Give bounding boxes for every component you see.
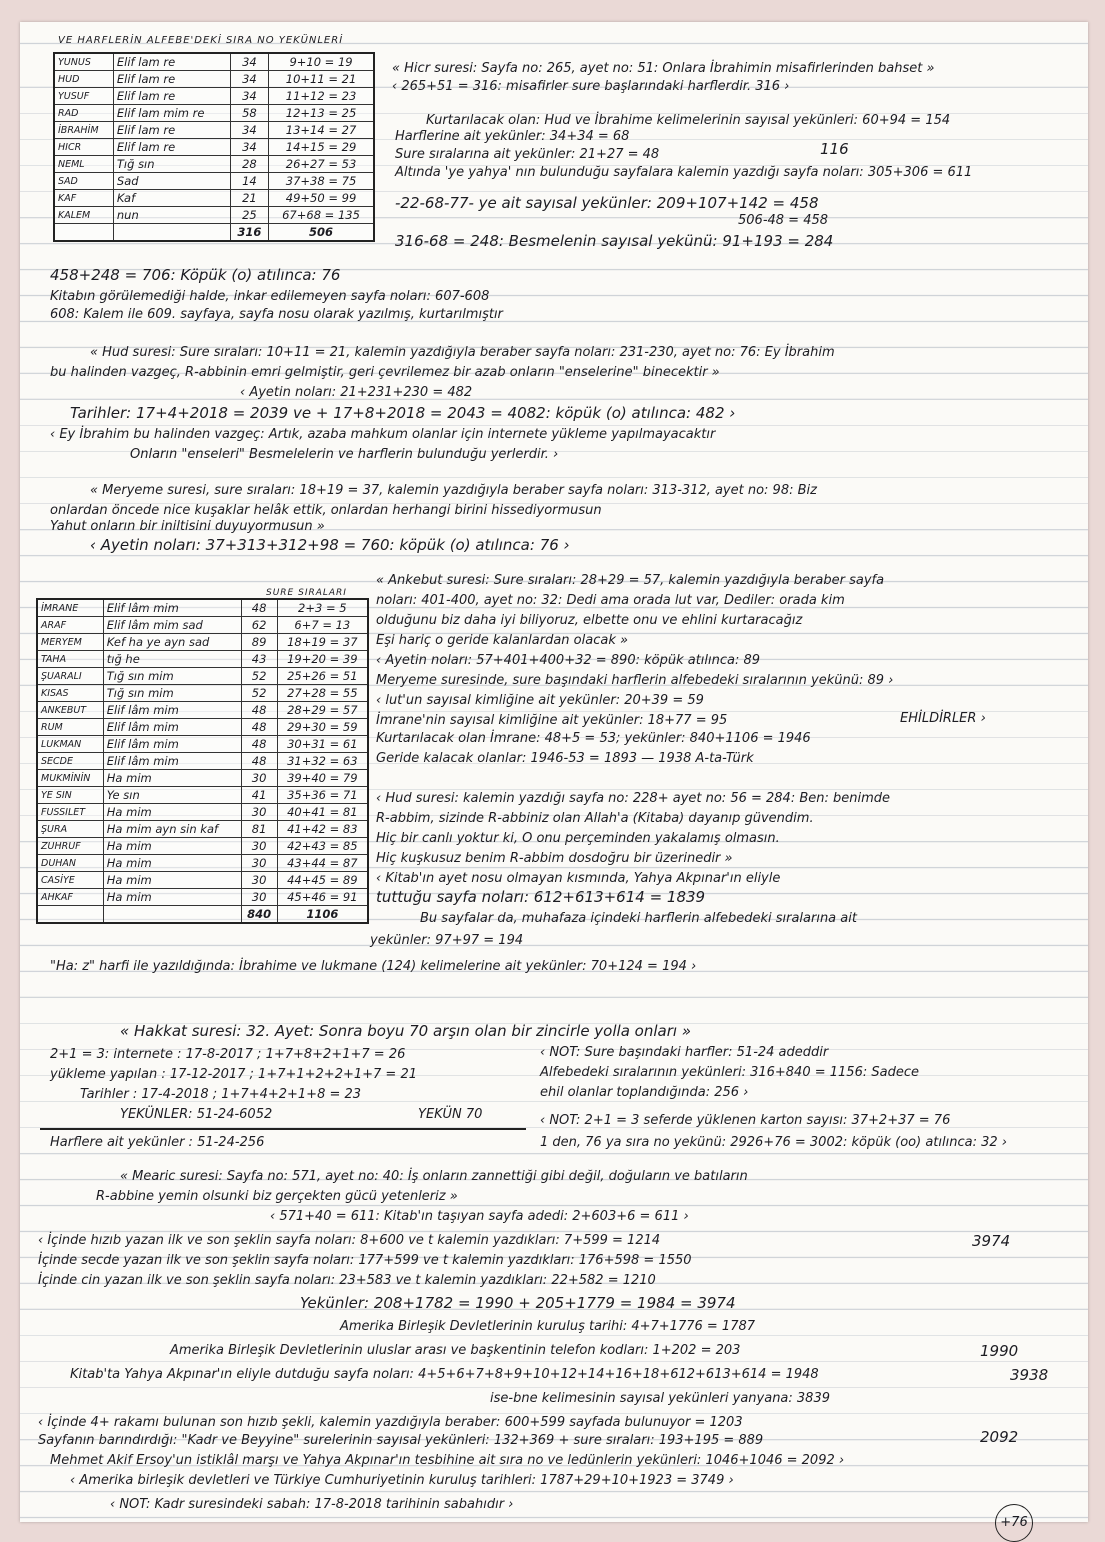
text-line: onlardan öncede nice kuşaklar helâk ettik, onlardan herhangi birini hissediyormusun bbox=[50, 503, 602, 518]
table-row bbox=[37, 736, 368, 753]
letter-sum-cell: 89 bbox=[241, 634, 277, 651]
table-row bbox=[37, 821, 368, 838]
sure-name-cell: FUSSILET bbox=[37, 804, 103, 821]
letter-sum-cell: 30 bbox=[241, 855, 277, 872]
text-line: Tarihler : 17-4-2018 ; 1+7+4+2+1+8 = 23 bbox=[80, 1087, 362, 1102]
sure-name-cell: SAD bbox=[54, 173, 113, 190]
order-sum-cell: 2+3 = 5 bbox=[277, 599, 368, 617]
letters-cell: Elif lam re bbox=[113, 139, 230, 156]
table-row bbox=[54, 53, 374, 71]
total-order-cell: 506 bbox=[269, 224, 374, 242]
table-row bbox=[54, 105, 374, 122]
order-sum-cell: 11+12 = 23 bbox=[269, 88, 374, 105]
text-line: Eşi hariç o geride kalanlardan olacak » bbox=[376, 633, 629, 648]
table-row bbox=[37, 787, 368, 804]
letter-sum-cell: 48 bbox=[241, 719, 277, 736]
letter-sum-cell: 62 bbox=[241, 617, 277, 634]
order-sum-cell: 12+13 = 25 bbox=[269, 105, 374, 122]
text-line: İçinde secde yazan ilk ve son şeklin sayfa noları: 177+599 ve t kalemin yazdıkları: 176+598 = 1550 bbox=[38, 1253, 692, 1268]
letter-sum-cell: 30 bbox=[241, 838, 277, 855]
letters-table-2 bbox=[36, 598, 369, 924]
order-sum-cell: 29+30 = 59 bbox=[277, 719, 368, 736]
letters-cell: Ha mim bbox=[103, 770, 241, 787]
text-line: Amerika Birleşik Devletlerinin kuruluş tarihi: 4+7+1776 = 1787 bbox=[340, 1319, 756, 1334]
table-row bbox=[54, 88, 374, 105]
text-line: « Hud suresi: Sure sıraları: 10+11 = 21, kalemin yazdığıyla beraber sayfa noları: 231-230, ayet no: 76: Ey İbrahim bbox=[90, 345, 835, 360]
order-sum-cell: 41+42 = 83 bbox=[277, 821, 368, 838]
letters-cell: Elif lâm mim sad bbox=[103, 617, 241, 634]
total-letters-cell: 316 bbox=[230, 224, 268, 242]
text-line: 3938 bbox=[1010, 1366, 1049, 1384]
sure-name-cell: MUKMİNİN bbox=[37, 770, 103, 787]
text-line: ise-bne kelimesinin sayısal yekünleri yanyana: 3839 bbox=[490, 1391, 830, 1406]
table-row bbox=[54, 156, 374, 173]
text-line: 2092 bbox=[980, 1428, 1019, 1446]
letter-sum-cell: 52 bbox=[241, 668, 277, 685]
text-line: ‹ NOT: 2+1 = 3 seferde yüklenen karton sayısı: 37+2+37 = 76 bbox=[540, 1113, 951, 1128]
letters-cell: Ha mim bbox=[103, 872, 241, 889]
total-letters-cell: 840 bbox=[241, 906, 277, 924]
empty-cell bbox=[103, 906, 241, 924]
letter-sum-cell: 34 bbox=[230, 122, 268, 139]
sure-name-cell: ARAF bbox=[37, 617, 103, 634]
sure-name-cell: HICR bbox=[54, 139, 113, 156]
sure-name-cell: TAHA bbox=[37, 651, 103, 668]
sure-name-cell: İMRANE bbox=[37, 599, 103, 617]
text-line: Harflere ait yekünler : 51-24-256 bbox=[50, 1135, 265, 1150]
table-row bbox=[37, 770, 368, 787]
order-sum-cell: 44+45 = 89 bbox=[277, 872, 368, 889]
sure-name-cell: YUNUS bbox=[54, 53, 113, 71]
letter-sum-cell: 30 bbox=[241, 889, 277, 906]
text-line: ‹ Kitab'ın ayet nosu olmayan kısmında, Yahya Akpınar'ın eliyle bbox=[376, 871, 781, 886]
sure-name-cell: ŞUARALI bbox=[37, 668, 103, 685]
order-sum-cell: 26+27 = 53 bbox=[269, 156, 374, 173]
letters-cell: nun bbox=[113, 207, 230, 224]
letter-sum-cell: 28 bbox=[230, 156, 268, 173]
sure-name-cell: İBRAHİM bbox=[54, 122, 113, 139]
text-line: Amerika Birleşik Devletlerinin uluslar arası ve başkentinin telefon kodları: 1+202 = 203 bbox=[170, 1343, 741, 1358]
letter-sum-cell: 43 bbox=[241, 651, 277, 668]
table-row bbox=[37, 753, 368, 770]
table-row bbox=[37, 685, 368, 702]
text-line: İçinde cin yazan ilk ve son şeklin sayfa noları: 23+583 ve t kalemin yazdıkları: 22+582 = 1210 bbox=[38, 1273, 656, 1288]
text-line: ‹ Ayetin noları: 37+313+312+98 = 760: köpük (o) atılınca: 76 › bbox=[90, 536, 570, 554]
table-row bbox=[54, 173, 374, 190]
order-sum-cell: 30+31 = 61 bbox=[277, 736, 368, 753]
text-line: İmrane'nin sayısal kimliğine ait yekünler: 18+77 = 95 bbox=[376, 713, 728, 728]
order-sum-cell: 19+20 = 39 bbox=[277, 651, 368, 668]
total-row bbox=[54, 224, 374, 242]
sure-name-cell: SECDE bbox=[37, 753, 103, 770]
text-line: ‹ Ayetin noları: 57+401+400+32 = 890: köpük atılınca: 89 bbox=[376, 653, 761, 668]
table-row bbox=[54, 71, 374, 88]
sure-name-cell: RAD bbox=[54, 105, 113, 122]
text-line: « Meryeme suresi, sure sıraları: 18+19 = 37, kalemin yazdığıyla beraber sayfa noları: 313-312, ayet no: 98: Biz bbox=[90, 483, 817, 498]
text-line: ‹ Amerika birleşik devletleri ve Türkiye Cumhuriyetinin kuruluş tarihleri: 1787+29+10+1923 = 3749 › bbox=[70, 1473, 734, 1488]
text-line: ‹ 265+51 = 316: misafirler sure başlarındaki harflerdir. 316 › bbox=[392, 79, 790, 94]
text-line: 458+248 = 706: Köpük (o) atılınca: 76 bbox=[50, 266, 341, 284]
order-sum-cell: 40+41 = 81 bbox=[277, 804, 368, 821]
total-order-cell: 1106 bbox=[277, 906, 368, 924]
text-line: Geride kalacak olanlar: 1946-53 = 1893 — 1938 A-ta-Türk bbox=[376, 751, 754, 766]
letters-cell: Ha mim bbox=[103, 838, 241, 855]
letters-cell: Kaf bbox=[113, 190, 230, 207]
text-line: ‹ lut'un sayısal kimliğine ait yekünler: 20+39 = 59 bbox=[376, 693, 704, 708]
letters-cell: tığ he bbox=[103, 651, 241, 668]
text-line: ehil olanlar toplandığında: 256 › bbox=[540, 1085, 749, 1100]
letters-cell: Ha mim bbox=[103, 855, 241, 872]
letter-sum-cell: 25 bbox=[230, 207, 268, 224]
sure-name-cell: RUM bbox=[37, 719, 103, 736]
text-line: yükleme yapılan : 17-12-2017 ; 1+7+1+2+2+1+7 = 21 bbox=[50, 1067, 417, 1082]
letters-cell: Elif lam re bbox=[113, 71, 230, 88]
empty-cell bbox=[37, 906, 103, 924]
table-row bbox=[37, 804, 368, 821]
order-sum-cell: 31+32 = 63 bbox=[277, 753, 368, 770]
letter-sum-cell: 81 bbox=[241, 821, 277, 838]
sure-name-cell: YE SIN bbox=[37, 787, 103, 804]
text-line: R-abbine yemin olsunki biz gerçekten gücü yetenleriz » bbox=[96, 1189, 458, 1204]
table-row bbox=[54, 122, 374, 139]
text-line: « Hakkat suresi: 32. Ayet: Sonra boyu 70 arşın olan bir zincirle yolla onları » bbox=[120, 1022, 692, 1040]
text-line: Meryeme suresinde, sure başındaki harflerin alfebedeki sıralarının yekünü: 89 › bbox=[376, 673, 894, 688]
page-number: +76 bbox=[995, 1504, 1033, 1542]
letter-sum-cell: 41 bbox=[241, 787, 277, 804]
order-sum-cell: 27+28 = 55 bbox=[277, 685, 368, 702]
order-sum-cell: 49+50 = 99 bbox=[269, 190, 374, 207]
sure-name-cell: KAF bbox=[54, 190, 113, 207]
order-sum-cell: 67+68 = 135 bbox=[269, 207, 374, 224]
hakkat-divider bbox=[40, 1128, 526, 1130]
letter-sum-cell: 34 bbox=[230, 71, 268, 88]
table2-caption: SURE SIRALARI bbox=[266, 588, 347, 598]
text-line: ‹ Ayetin noları: 21+231+230 = 482 bbox=[240, 385, 473, 400]
letters-cell: Elif lam mim re bbox=[113, 105, 230, 122]
text-line: ‹ NOT: Kadr suresindeki sabah: 17-8-2018 tarihinin sabahıdır › bbox=[110, 1497, 514, 1512]
table-row bbox=[54, 207, 374, 224]
sure-name-cell: CASİYE bbox=[37, 872, 103, 889]
sure-name-cell: HUD bbox=[54, 71, 113, 88]
text-line: Kurtarılacak olan İmrane: 48+5 = 53; yekünler: 840+1106 = 1946 bbox=[376, 731, 811, 746]
order-sum-cell: 35+36 = 71 bbox=[277, 787, 368, 804]
text-line: 2+1 = 3: internete : 17-8-2017 ; 1+7+8+2+1+7 = 26 bbox=[50, 1047, 406, 1062]
text-line: ‹ Hud suresi: kalemin yazdığı sayfa no: 228+ ayet no: 56 = 284: Ben: benimde bbox=[376, 791, 891, 806]
text-line: ‹ Ey İbrahim bu halinden vazgeç: Artık, azaba mahkum olanlar için internete yükleme yapılmayacaktır bbox=[50, 427, 716, 442]
letter-sum-cell: 30 bbox=[241, 770, 277, 787]
sure-name-cell: ŞURA bbox=[37, 821, 103, 838]
letter-sum-cell: 48 bbox=[241, 599, 277, 617]
order-sum-cell: 14+15 = 29 bbox=[269, 139, 374, 156]
text-line: 1990 bbox=[980, 1342, 1019, 1360]
letters-cell: Ha mim ayn sin kaf bbox=[103, 821, 241, 838]
letter-sum-cell: 21 bbox=[230, 190, 268, 207]
text-line: 316-68 = 248: Besmelenin sayısal yekünü: 91+193 = 284 bbox=[395, 232, 834, 250]
text-line: Hiç bir canlı yoktur ki, O onu perçeminden yakalamış olmasın. bbox=[376, 831, 780, 846]
text-line: « Hicr suresi: Sayfa no: 265, ayet no: 51: Onlara İbrahimin misafirlerinden bahset » bbox=[392, 61, 935, 76]
text-line: ‹ NOT: Sure başındaki harfler: 51-24 adeddir bbox=[540, 1045, 829, 1060]
table-row bbox=[37, 702, 368, 719]
table-row bbox=[37, 719, 368, 736]
sure-name-cell: YUSUF bbox=[54, 88, 113, 105]
sure-name-cell: KISAS bbox=[37, 685, 103, 702]
text-line: « Ankebut suresi: Sure sıraları: 28+29 = 57, kalemin yazdığıyla beraber sayfa bbox=[376, 573, 885, 588]
order-sum-cell: 18+19 = 37 bbox=[277, 634, 368, 651]
table-row bbox=[37, 889, 368, 906]
order-sum-cell: 6+7 = 13 bbox=[277, 617, 368, 634]
text-line: tuttuğu sayfa noları: 612+613+614 = 1839 bbox=[376, 888, 706, 906]
text-line: Kitab'ta Yahya Akpınar'ın eliyle dutduğu sayfa noları: 4+5+6+7+8+9+10+12+14+16+18+612+613+614 = 1948 bbox=[70, 1367, 819, 1382]
letters-cell: Kef ha ye ayn sad bbox=[103, 634, 241, 651]
letter-sum-cell: 52 bbox=[241, 685, 277, 702]
sure-name-cell: AHKAF bbox=[37, 889, 103, 906]
text-line: ‹ İçinde 4+ rakamı bulunan son hızıb şekli, kalemin yazdığıyla beraber: 600+599 sayfada bulunuyor = 1203 bbox=[38, 1415, 743, 1430]
letters-cell: Ha mim bbox=[103, 889, 241, 906]
order-sum-cell: 37+38 = 75 bbox=[269, 173, 374, 190]
text-line: Bu sayfalar da, muhafaza içindeki harflerin alfebedeki sıralarına ait bbox=[420, 911, 857, 926]
text-line: ‹ 571+40 = 611: Kitab'ın taşıyan sayfa adedi: 2+603+6 = 611 › bbox=[270, 1209, 689, 1224]
letter-sum-cell: 48 bbox=[241, 736, 277, 753]
text-line: 116 bbox=[820, 140, 849, 158]
table-row bbox=[37, 872, 368, 889]
letter-sum-cell: 30 bbox=[241, 872, 277, 889]
text-line: Onların "enseleri" Besmelelerin ve harflerin bulunduğu yerlerdir. › bbox=[130, 447, 559, 462]
order-sum-cell: 39+40 = 79 bbox=[277, 770, 368, 787]
text-line: 608: Kalem ile 609. sayfaya, sayfa nosu olarak yazılmış, kurtarılmıştır bbox=[50, 307, 503, 322]
letters-cell: Elif lam re bbox=[113, 88, 230, 105]
text-line: YEKÜN 70 bbox=[418, 1107, 483, 1122]
letter-sum-cell: 48 bbox=[241, 753, 277, 770]
letters-cell: Ha mim bbox=[103, 804, 241, 821]
text-line: Yahut onların bir iniltisini duyuyormusun » bbox=[50, 519, 325, 534]
sure-name-cell: ANKEBUT bbox=[37, 702, 103, 719]
sure-name-cell: ZUHRUF bbox=[37, 838, 103, 855]
order-sum-cell: 10+11 = 21 bbox=[269, 71, 374, 88]
letter-sum-cell: 14 bbox=[230, 173, 268, 190]
letters-table-1 bbox=[53, 52, 375, 242]
table-row bbox=[37, 855, 368, 872]
letters-cell: Sad bbox=[113, 173, 230, 190]
text-line: ‹ İçinde hızıb yazan ilk ve son şeklin sayfa noları: 8+600 ve t kalemin yazdıkları: 7+599 = 1214 bbox=[38, 1233, 661, 1248]
table-row bbox=[37, 651, 368, 668]
letter-sum-cell: 48 bbox=[241, 702, 277, 719]
order-sum-cell: 28+29 = 57 bbox=[277, 702, 368, 719]
letter-sum-cell: 30 bbox=[241, 804, 277, 821]
letter-sum-cell: 34 bbox=[230, 88, 268, 105]
order-sum-cell: 9+10 = 19 bbox=[269, 53, 374, 71]
table-row bbox=[54, 190, 374, 207]
order-sum-cell: 43+44 = 87 bbox=[277, 855, 368, 872]
text-line: olduğunu biz daha iyi biliyoruz, elbette onu ve ehlini kurtaracağız bbox=[376, 613, 803, 628]
text-line: Mehmet Akif Ersoy'un istiklâl marşı ve Yahya Akpınar'ın tesbihine ait sıra no ve ledünlerin yekünleri: 1046+1046 = 2092 › bbox=[50, 1453, 845, 1468]
text-line: Yekünler: 208+1782 = 1990 + 205+1779 = 1984 = 3974 bbox=[300, 1294, 736, 1312]
notebook-page bbox=[20, 22, 1088, 1530]
text-line: 3974 bbox=[972, 1232, 1011, 1250]
order-sum-cell: 13+14 = 27 bbox=[269, 122, 374, 139]
text-line: noları: 401-400, ayet no: 32: Dedi ama orada lut var, Dediler: orada kim bbox=[376, 593, 845, 608]
text-line: Kurtarılacak olan: Hud ve İbrahime kelimelerinin sayısal yekünleri: 60+94 = 154 bbox=[426, 113, 951, 128]
order-sum-cell: 42+43 = 85 bbox=[277, 838, 368, 855]
letters-cell: Ye sın bbox=[103, 787, 241, 804]
empty-cell bbox=[54, 224, 113, 242]
sure-name-cell: DUHAN bbox=[37, 855, 103, 872]
text-line: YEKÜNLER: 51-24-6052 bbox=[120, 1107, 273, 1122]
letter-sum-cell: 34 bbox=[230, 139, 268, 156]
text-line: "Ha: z" harfi ile yazıldığında: İbrahime ve lukmane (124) kelimelerine ait yekünler: 70+124 = 194 › bbox=[50, 959, 697, 974]
letters-cell: Elif lam re bbox=[113, 122, 230, 139]
sure-name-cell: LUKMAN bbox=[37, 736, 103, 753]
letter-sum-cell: 34 bbox=[230, 53, 268, 71]
table-row bbox=[37, 668, 368, 685]
sure-name-cell: NEML bbox=[54, 156, 113, 173]
text-line: 1 den, 76 ya sıra no yekünü: 2926+76 = 3002: köpük (oo) atılınca: 32 › bbox=[540, 1135, 1007, 1150]
table-row bbox=[37, 838, 368, 855]
order-sum-cell: 45+46 = 91 bbox=[277, 889, 368, 906]
letters-cell: Elif lâm mim bbox=[103, 736, 241, 753]
letters-cell: Elif lâm mim bbox=[103, 753, 241, 770]
text-line: Kitabın görülemediği halde, inkar edilemeyen sayfa noları: 607-608 bbox=[50, 289, 490, 304]
text-line: Harflerine ait yekünler: 34+34 = 68 bbox=[395, 129, 630, 144]
table-row bbox=[37, 634, 368, 651]
text-line: -22-68-77- ye ait sayısal yekünler: 209+107+142 = 458 bbox=[395, 194, 819, 212]
letters-cell: Tığ sın bbox=[113, 156, 230, 173]
total-row bbox=[37, 906, 368, 924]
empty-cell bbox=[113, 224, 230, 242]
order-sum-cell: 25+26 = 51 bbox=[277, 668, 368, 685]
letters-cell: Tığ sın mim bbox=[103, 668, 241, 685]
letters-cell: Elif lâm mim bbox=[103, 599, 241, 617]
text-line: « Mearic suresi: Sayfa no: 571, ayet no: 40: İş onların zannettiği gibi değil, doğuların ve batıların bbox=[120, 1169, 748, 1184]
text-line: Sure sıralarına ait yekünler: 21+27 = 48 bbox=[395, 147, 660, 162]
table-header: VE HARFLERİN ALFEBE'DEKİ SIRA NO YEKÜNLERİ bbox=[58, 35, 344, 46]
sure-name-cell: KALEM bbox=[54, 207, 113, 224]
text-line: Alfebedeki sıralarının yekünleri: 316+840 = 1156: Sadece bbox=[540, 1065, 919, 1080]
text-line: R-abbim, sizinde R-abbiniz olan Allah'a (Kitaba) dayanıp güvendim. bbox=[376, 811, 814, 826]
letters-cell: Elif lâm mim bbox=[103, 702, 241, 719]
text-line: Sayfanın barındırdığı: "Kadr ve Beyyine" surelerinin sayısal yekünleri: 132+369 + sure sıraları: 193+195 = 889 bbox=[38, 1433, 764, 1448]
letters-cell: Elif lâm mim bbox=[103, 719, 241, 736]
sure-name-cell: MERYEM bbox=[37, 634, 103, 651]
text-line: Hiç kuşkusuz benim R-abbim dosdoğru bir üzerinedir » bbox=[376, 851, 733, 866]
table-row bbox=[37, 617, 368, 634]
letters-cell: Elif lam re bbox=[113, 53, 230, 71]
letters-cell: Tığ sın mim bbox=[103, 685, 241, 702]
text-line: Tarihler: 17+4+2018 = 2039 ve + 17+8+2018 = 2043 = 4082: köpük (o) atılınca: 482 › bbox=[70, 404, 736, 422]
text-line: Altında 'ye yahya' nın bulunduğu sayfalara kalemin yazdığı sayfa noları: 305+306 = 611 bbox=[395, 165, 973, 180]
text-line: EHİLDİRLER › bbox=[900, 711, 986, 726]
text-line: yekünler: 97+97 = 194 bbox=[370, 933, 524, 948]
letter-sum-cell: 58 bbox=[230, 105, 268, 122]
text-line: bu halinden vazgeç, R-abbinin emri gelmiştir, geri çevrilemez bir azab onların "enselerine" binecektir » bbox=[50, 365, 720, 380]
table-row bbox=[54, 139, 374, 156]
text-line: 506-48 = 458 bbox=[738, 213, 829, 228]
